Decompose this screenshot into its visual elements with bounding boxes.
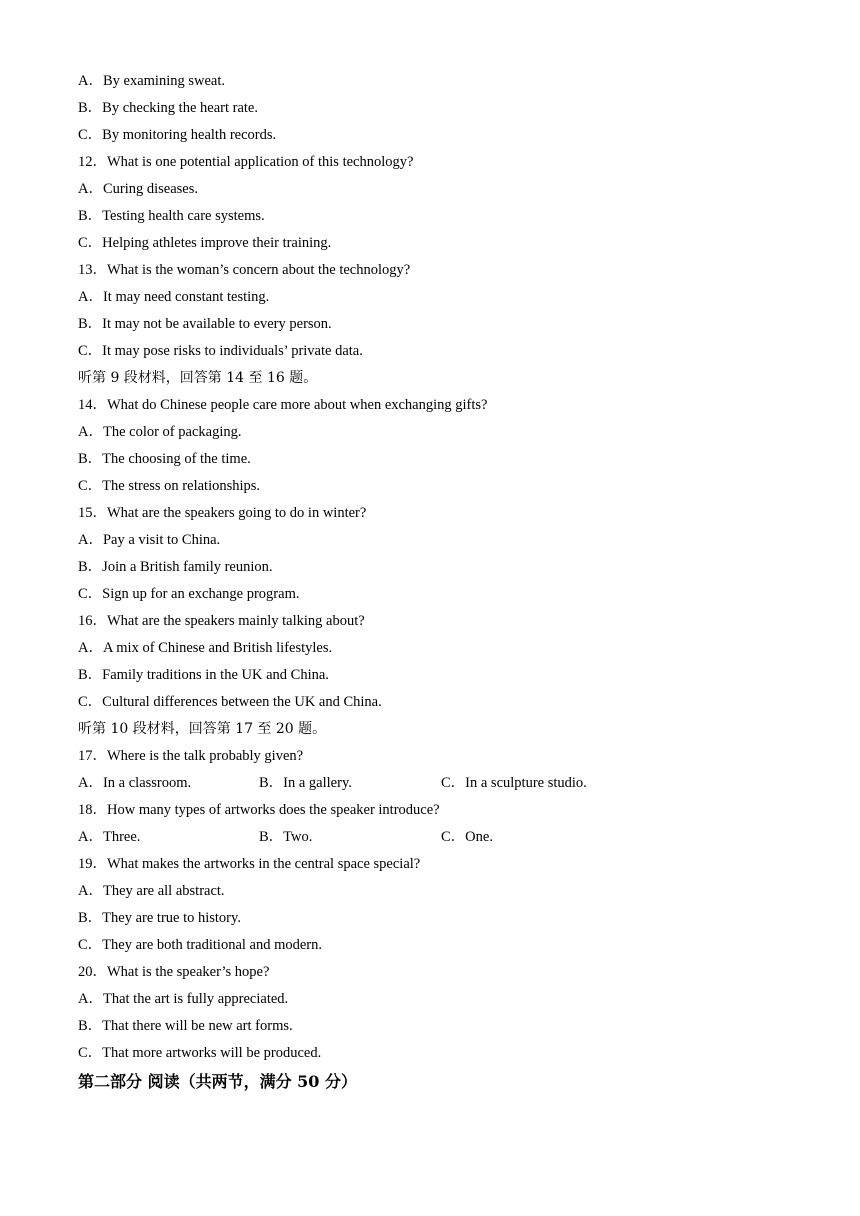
option-text: B．Family traditions in the UK and China.: [78, 667, 329, 683]
question-text: 19．What makes the artworks in the central space special?: [78, 856, 421, 872]
option-text: A．That the art is fully appreciated.: [78, 991, 289, 1007]
option-text: A．By examining sweat.: [78, 73, 225, 89]
option-text: A．They are all abstract.: [78, 883, 225, 899]
question-text: 12．What is one potential application of this technology?: [78, 154, 414, 170]
option-text: B．Two.: [259, 829, 313, 845]
option-text: A．A mix of Chinese and British lifestyles.: [78, 640, 333, 656]
option-text: A．The color of packaging.: [78, 424, 242, 440]
option-text: B．By checking the heart rate.: [78, 100, 258, 116]
option-text: C．By monitoring health records.: [78, 127, 277, 143]
option-row: [78, 770, 798, 797]
option-text: B．Join a British family reunion.: [78, 559, 273, 575]
question-text: 16．What are the speakers mainly talking about?: [78, 613, 365, 629]
section-heading: 第二部分 阅读（共两节，满分 50 分）: [78, 1072, 357, 1091]
option-text: B．Testing health care systems.: [78, 208, 265, 224]
option-text: C．Sign up for an exchange program.: [78, 586, 300, 602]
option-text: C．In a sculpture studio.: [441, 775, 587, 791]
option-text: B．That there will be new art forms.: [78, 1018, 293, 1034]
question-text: 15．What are the speakers going to do in winter?: [78, 505, 367, 521]
option-text: C．Helping athletes improve their training.: [78, 235, 332, 251]
question-text: 18．How many types of artworks does the speaker introduce?: [78, 802, 440, 818]
question-text: 17．Where is the talk probably given?: [78, 748, 304, 764]
option-text: A．Three.: [78, 829, 141, 845]
option-text: C．They are both traditional and modern.: [78, 937, 323, 953]
option-text: C．That more artworks will be produced.: [78, 1045, 322, 1061]
option-text: C．The stress on relationships.: [78, 478, 261, 494]
question-text: 13．What is the woman’s concern about the technology?: [78, 262, 411, 278]
option-text: B．It may not be available to every person.: [78, 316, 332, 332]
option-row: [78, 824, 798, 851]
option-text: C．Cultural differences between the UK and China.: [78, 694, 382, 710]
option-text: C．It may pose risks to individuals’ private data.: [78, 343, 363, 359]
option-text: B．They are true to history.: [78, 910, 241, 926]
passage-instruction: 听第 10 段材料，回答第 17 至 20 题。: [78, 721, 327, 737]
option-text: A．In a classroom.: [78, 775, 192, 791]
question-text: 20．What is the speaker’s hope?: [78, 964, 270, 980]
option-text: A．It may need constant testing.: [78, 289, 270, 305]
option-text: B．The choosing of the time.: [78, 451, 251, 467]
option-text: B．In a gallery.: [259, 775, 352, 791]
option-text: C．One.: [441, 829, 493, 845]
question-text: 14．What do Chinese people care more about when exchanging gifts?: [78, 397, 488, 413]
exam-page: [78, 68, 798, 1097]
option-text: A．Curing diseases.: [78, 181, 199, 197]
option-text: A．Pay a visit to China.: [78, 532, 221, 548]
passage-instruction: 听第 9 段材料，回答第 14 至 16 题。: [78, 370, 318, 386]
